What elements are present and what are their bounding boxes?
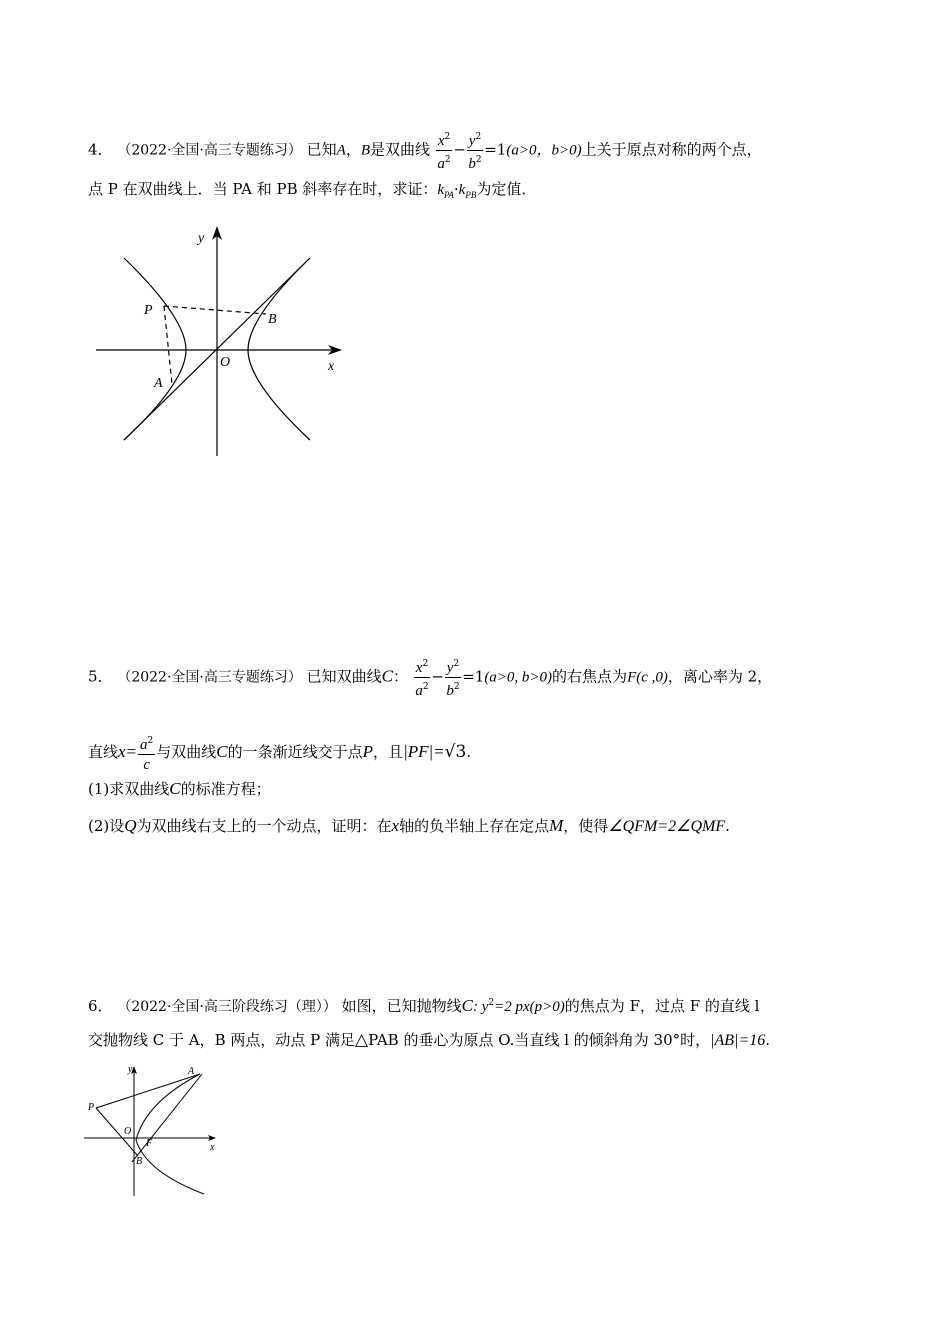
q4-text: 上关于原点对称的两个点， xyxy=(581,140,762,159)
q6-condition: (p>0) xyxy=(529,999,565,1015)
q5-text: 轴的负半轴上存在定点 xyxy=(399,817,550,835)
q4-var-b: B xyxy=(360,142,371,159)
q5-source: （2022·全国·高三专题练习） xyxy=(117,669,302,686)
q5-text: ，离心率为 2， xyxy=(667,667,773,686)
q4-slope-sub: PB xyxy=(465,190,477,200)
q6-ab: |AB|=16 xyxy=(710,1032,766,1049)
segment-pb xyxy=(96,1108,138,1156)
q6-line-2 xyxy=(88,1029,770,1052)
q5-text: ，且 xyxy=(373,743,404,761)
q5-var-m: M xyxy=(549,816,564,835)
q5-text: 已知双曲线 xyxy=(306,667,382,686)
q5-text: . xyxy=(725,817,730,835)
label-x: x xyxy=(328,359,335,374)
q5-text: 为双曲线右支上的一个动点，证明：在 xyxy=(136,817,392,835)
q5-text: (1)求双曲线 xyxy=(88,780,170,798)
q5-part-1 xyxy=(88,778,271,800)
q4-line-1 xyxy=(88,128,762,173)
q4-line-2 xyxy=(88,178,536,206)
q4-text: ， xyxy=(345,140,361,159)
label-a: A xyxy=(188,1066,195,1077)
q4-fraction-y: $\frac{y^2}{b^2}$ xyxy=(467,128,483,173)
q5-fraction-x: $\frac{x^2}{a^2}$ xyxy=(414,655,430,700)
q5-var-c: C xyxy=(216,742,228,761)
segment-pa xyxy=(164,306,172,384)
q5-var-x: x xyxy=(391,816,400,835)
q6-eq-sup: 2 xyxy=(488,998,495,1008)
q5-angle-eq: ∠QFM=2∠QMF xyxy=(608,818,726,835)
q5-condition: (a>0, b>0) xyxy=(484,669,553,686)
q6-eq: : y xyxy=(473,999,489,1015)
q5-number: 5． xyxy=(88,667,113,686)
q4-dot: · xyxy=(453,180,459,198)
triangle-icon: △ xyxy=(355,1030,369,1050)
label-p: P xyxy=(88,1102,95,1113)
label-y: y xyxy=(198,231,205,246)
q5-text: 的标准方程； xyxy=(180,780,271,798)
q5-var-p: P xyxy=(362,742,374,761)
label-x: x xyxy=(210,1142,215,1153)
q6-parabola-figure xyxy=(84,1060,224,1200)
q4-text: 为定值． xyxy=(476,180,537,198)
q5-text: (2)设 xyxy=(88,817,125,835)
q4-text: 点 P 在双曲线上．当 PA 和 PB 斜率存在时，求证： xyxy=(88,180,438,198)
q4-hyperbola-figure xyxy=(90,222,350,462)
q5-part-2 xyxy=(88,815,730,838)
q6-text: 如图，已知抛物线 xyxy=(341,997,462,1015)
label-b: B xyxy=(268,312,277,327)
label-y: y xyxy=(128,1064,133,1075)
q6-var-c: C xyxy=(461,996,473,1015)
q6-text: 交抛物线 C 于 A，B 两点，动点 P 满足 xyxy=(88,1031,356,1049)
q5-var-c: C xyxy=(169,779,181,798)
q4-fraction-x: $\frac{x^2}{a^2}$ xyxy=(436,128,452,173)
q5-focus: F(c ,0) xyxy=(627,669,668,686)
label-a: A xyxy=(154,376,163,391)
q6-text: PAB 的垂心为原点 O.当直线 l 的倾斜角为 30°时， xyxy=(368,1031,711,1049)
q4-slope: k xyxy=(437,182,445,198)
q5-line-2 xyxy=(88,732,471,774)
q6-number: 6． xyxy=(88,997,113,1015)
q6-line-1 xyxy=(88,992,759,1018)
q6-text: . xyxy=(765,1031,771,1049)
q4-equals: =1 xyxy=(484,140,507,159)
q4-slope: k xyxy=(458,182,466,198)
label-o: O xyxy=(220,355,231,370)
label-o: O xyxy=(124,1126,132,1137)
q5-equals: =1 xyxy=(462,667,485,686)
q5-pf: |PF|= xyxy=(403,742,445,761)
q5-var-c: C xyxy=(381,666,393,686)
q5-root: √3 xyxy=(444,742,467,762)
label-f: F xyxy=(146,1138,153,1149)
q5-text: 的右焦点为 xyxy=(552,667,628,686)
q4-text: 是双曲线 xyxy=(370,140,431,159)
hyperbola-left-branch xyxy=(124,258,186,440)
q5-text: 与双曲线 xyxy=(156,743,217,761)
q5-line-1 xyxy=(88,655,772,700)
segment-pa xyxy=(96,1074,200,1108)
q5-text: ，使得 xyxy=(563,817,609,835)
q4-slope-sub: PA xyxy=(444,190,454,200)
line-l xyxy=(132,1074,202,1162)
label-b: B xyxy=(136,1156,143,1167)
q4-var-a: A xyxy=(336,142,346,159)
q4-text: 已知 xyxy=(306,140,337,159)
segment-pb xyxy=(164,306,266,314)
q5-text: ： xyxy=(393,667,409,686)
q4-minus: − xyxy=(453,140,466,159)
q5-fraction-a2c: $\frac{a^2}{c}$ xyxy=(138,732,155,774)
q6-eq: =2 px xyxy=(494,999,530,1015)
label-p: P xyxy=(144,303,153,318)
q5-line-eq: x= xyxy=(118,742,138,761)
q4-number: 4． xyxy=(88,140,113,159)
q5-text: 的一条渐近线交于点 xyxy=(227,743,363,761)
q4-source: （2022·全国·高三专题练习） xyxy=(117,142,302,159)
q5-text: 直线 xyxy=(88,743,119,761)
q6-text: 的焦点为 F，过点 F 的直线 l xyxy=(564,997,760,1015)
q6-source: （2022·全国·高三阶段练习（理）） xyxy=(117,999,337,1015)
q5-var-q: Q xyxy=(124,816,137,835)
q5-minus: − xyxy=(431,667,444,686)
q5-text: . xyxy=(466,743,472,761)
q5-fraction-y: $\frac{y^2}{b^2}$ xyxy=(445,655,461,700)
hyperbola-right-branch xyxy=(248,258,310,440)
q4-condition: (a>0，b>0) xyxy=(506,142,582,159)
